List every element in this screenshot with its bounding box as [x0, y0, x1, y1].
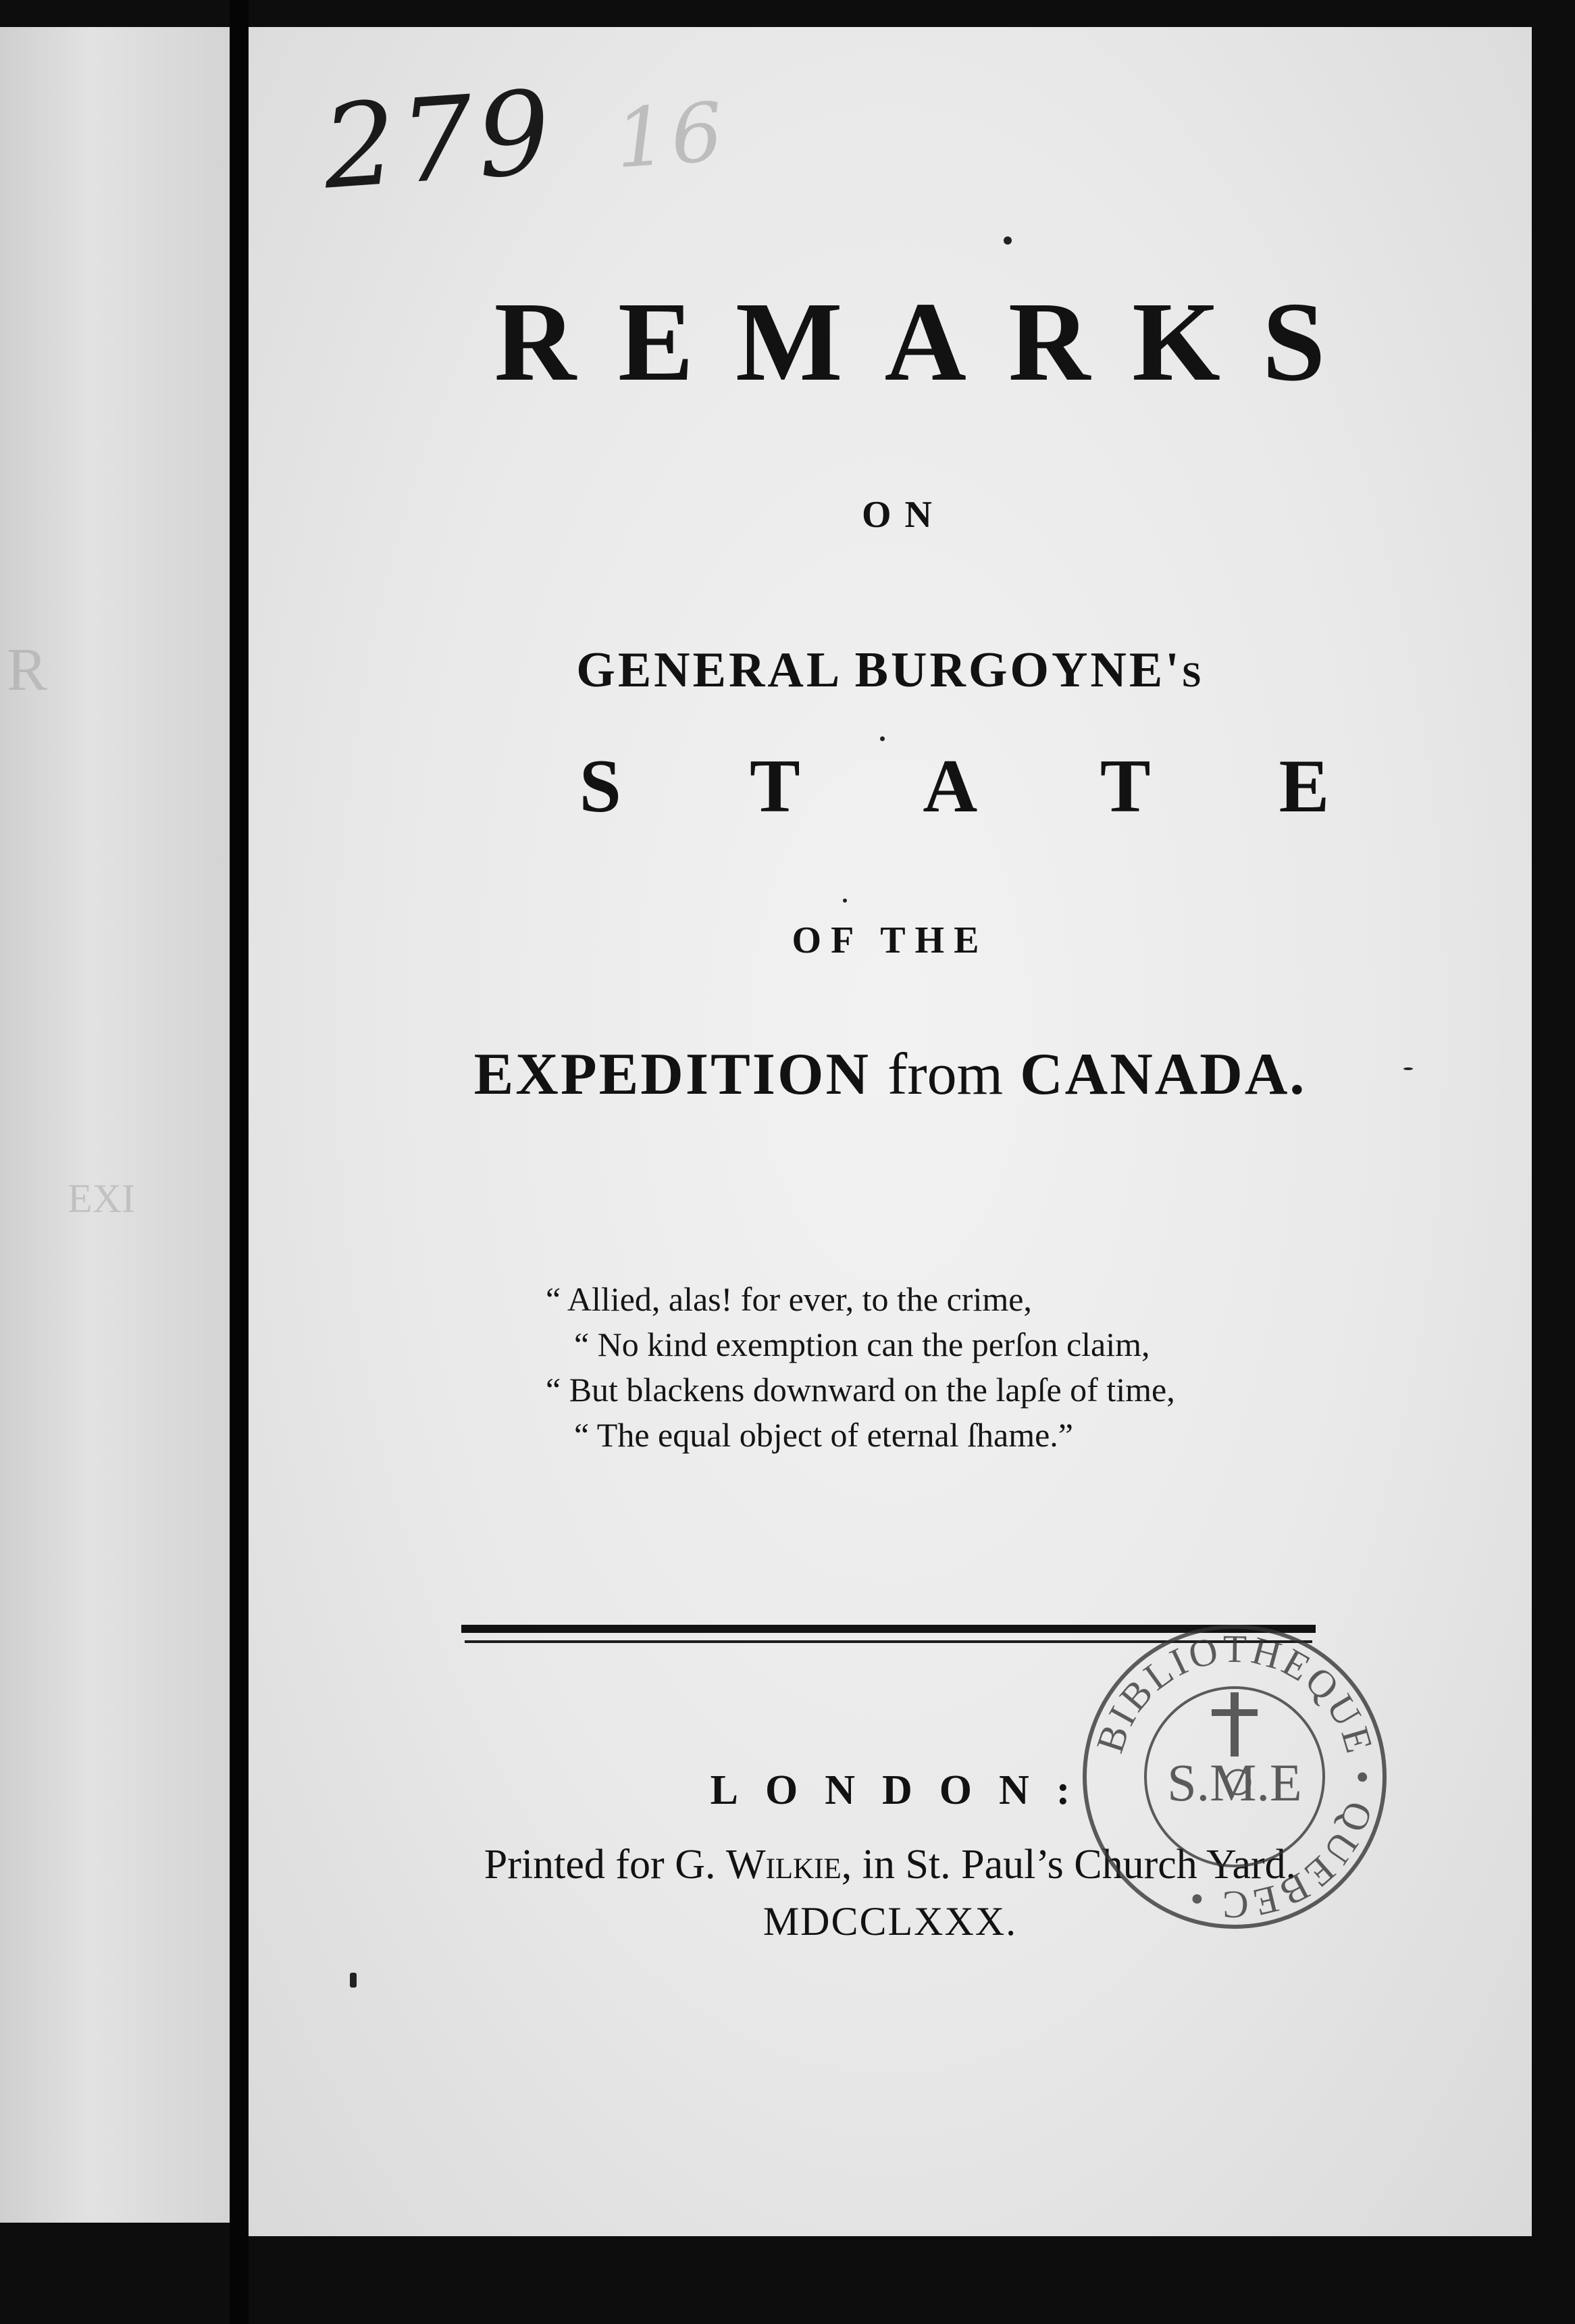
title-expedition [249, 1040, 1532, 1109]
epigraph-line: “ No kind exemption can the perſon claim, [574, 1325, 1150, 1363]
title-canada-word: CANADA. [1020, 1042, 1307, 1107]
paper-speck [1403, 1067, 1413, 1070]
stamp-center-text: S.M.E [1167, 1753, 1302, 1812]
title-on: ON [862, 494, 946, 536]
handwritten-shelf-mark [319, 53, 731, 215]
handwritten-number: 279 [318, 66, 559, 216]
title-from-word: from [887, 1042, 1004, 1107]
main-title: REMARKS [494, 279, 1368, 405]
book-gutter [230, 0, 249, 2324]
epigraph-line: “ But blackens downward on the lapſe of time, [546, 1371, 1175, 1409]
imprint-printer-name: Wilkie [725, 1842, 842, 1888]
imprint-printed-prefix: Printed for G. [484, 1842, 716, 1888]
title-page [249, 27, 1532, 2236]
paper-speck [880, 736, 885, 741]
paper-speck [1004, 236, 1012, 245]
imprint-year: MDCCLXXX. [763, 1899, 1018, 1944]
library-stamp [1079, 1621, 1390, 1932]
left-facing-page [0, 27, 230, 2223]
left-page-bleed-mark: EXI [68, 1176, 135, 1221]
imprint-printed-suffix: , in St. Paul’s Church Yard. [841, 1842, 1297, 1888]
left-page-bleed-mark: R [7, 636, 48, 703]
epigraph-line: “ The equal object of eternal ſhame.” [574, 1416, 1073, 1454]
epigraph-line: “ Allied, alas! for ever, to the crime, [546, 1280, 1032, 1318]
epigraph [546, 1277, 1175, 1458]
title-general: GENERAL BURGOYNE's [576, 642, 1204, 698]
paper-speck [350, 1973, 357, 1988]
handwritten-faint-number: 16 [612, 85, 730, 187]
stamp-ring-textpath: BIBLIOTHEQUE • QUEBEC • [1087, 1626, 1385, 1927]
paper-speck [843, 899, 847, 903]
title-state: STATE [579, 744, 1458, 828]
imprint-place: LONDON: [710, 1767, 1098, 1813]
title-of-the: OF THE [792, 919, 989, 961]
title-expedition-word: EXPEDITION [473, 1042, 871, 1107]
cross-icon [1212, 1692, 1258, 1757]
